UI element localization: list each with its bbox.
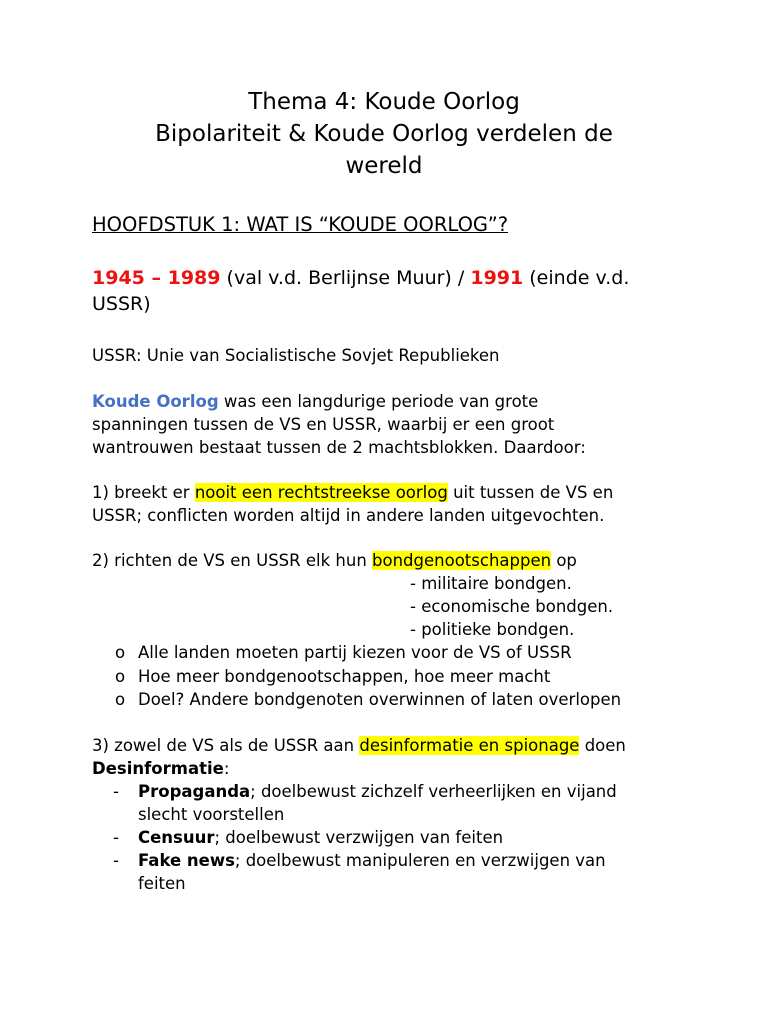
- dash-marker: -: [113, 851, 119, 870]
- date-end-note: (einde v.d.: [523, 267, 630, 289]
- point-2-suffix: op: [551, 551, 577, 570]
- item-text: ; doelbewust verzwijgen van feiten: [214, 828, 504, 847]
- point-3-prefix: 3) zowel de VS als de USSR aan: [92, 736, 360, 755]
- date-end: 1991: [470, 267, 524, 289]
- point-1: [92, 481, 613, 527]
- point-1-suffix: uit tussen de VS en: [447, 483, 614, 502]
- list-item: [113, 780, 617, 803]
- point-3-sub-heading: Desinformatie: [92, 759, 224, 778]
- definition-paragraph: [92, 390, 586, 459]
- point-2-sub-item: - economische bondgen.: [410, 597, 614, 616]
- item-text-cont: feiten: [138, 874, 186, 893]
- point-2-sub-item: - militaire bondgen.: [410, 574, 572, 593]
- bullet-marker: o: [115, 690, 126, 709]
- list-item: [115, 688, 621, 711]
- list-item-text: Doel? Andere bondgenoten overwinnen of laten overlopen: [138, 690, 622, 709]
- point-2-sub-item: - politieke bondgen.: [410, 620, 575, 639]
- date-start-note: (val v.d. Berlijnse Muur) /: [220, 267, 471, 289]
- ussr-definition: USSR: Unie van Socialistische Sovjet Republieken: [92, 346, 500, 365]
- point-2-highlight: bondgenootschappen: [372, 551, 552, 570]
- point-3-suffix: doen: [579, 736, 626, 755]
- point-1-highlight: nooit een rechtstreekse oorlog: [194, 483, 448, 502]
- point-3: [92, 734, 626, 780]
- date-range: [92, 265, 629, 317]
- definition-line-1: was een langdurige periode van grote: [218, 392, 539, 411]
- item-term: Propaganda: [138, 782, 251, 801]
- list-item: [115, 641, 572, 664]
- point-3-sub-heading-colon: :: [223, 759, 230, 778]
- list-item-text: Alle landen moeten partij kiezen voor de VS of USSR: [138, 643, 572, 662]
- item-text: ; doelbewust manipuleren en verzwijgen van: [234, 851, 606, 870]
- date-start: 1945 – 1989: [92, 267, 221, 289]
- bullet-marker: o: [115, 643, 126, 662]
- dash-marker: -: [113, 828, 119, 847]
- title-line-2: Bipolariteit & Koude Oorlog verdelen de: [155, 121, 613, 147]
- title-line-3: wereld: [345, 153, 423, 179]
- item-text: ; doelbewust zichzelf verheerlijken en vijand: [250, 782, 617, 801]
- dash-marker: -: [113, 782, 119, 801]
- definition-line-2: spanningen tussen de VS en USSR, waarbij er een groot: [92, 415, 555, 434]
- point-1-prefix: 1) breekt er: [92, 483, 195, 502]
- item-term: Censuur: [138, 828, 215, 847]
- item-term: Fake news: [138, 851, 235, 870]
- definition-line-3: wantrouwen bestaat tussen de 2 machtsblokken. Daardoor:: [92, 438, 586, 457]
- document-title: [92, 86, 676, 182]
- chapter-heading: HOOFDSTUK 1: WAT IS “KOUDE OORLOG”?: [92, 213, 509, 236]
- list-item: [113, 826, 503, 849]
- definition-term: Koude Oorlog: [92, 392, 219, 411]
- point-1-line-2: USSR; conflicten worden altijd in andere landen uitgevochten.: [92, 506, 605, 525]
- title-line-1: Thema 4: Koude Oorlog: [248, 89, 520, 115]
- date-end-note-cont: USSR): [92, 293, 151, 315]
- list-item: [115, 665, 550, 688]
- list-item: [113, 849, 606, 872]
- bullet-marker: o: [115, 667, 126, 686]
- point-2: [92, 549, 577, 572]
- point-3-highlight: desinformatie en spionage: [359, 736, 580, 755]
- point-2-prefix: 2) richten de VS en USSR elk hun: [92, 551, 373, 570]
- list-item-text: Hoe meer bondgenootschappen, hoe meer macht: [138, 667, 551, 686]
- item-text-cont: slecht voorstellen: [138, 805, 285, 824]
